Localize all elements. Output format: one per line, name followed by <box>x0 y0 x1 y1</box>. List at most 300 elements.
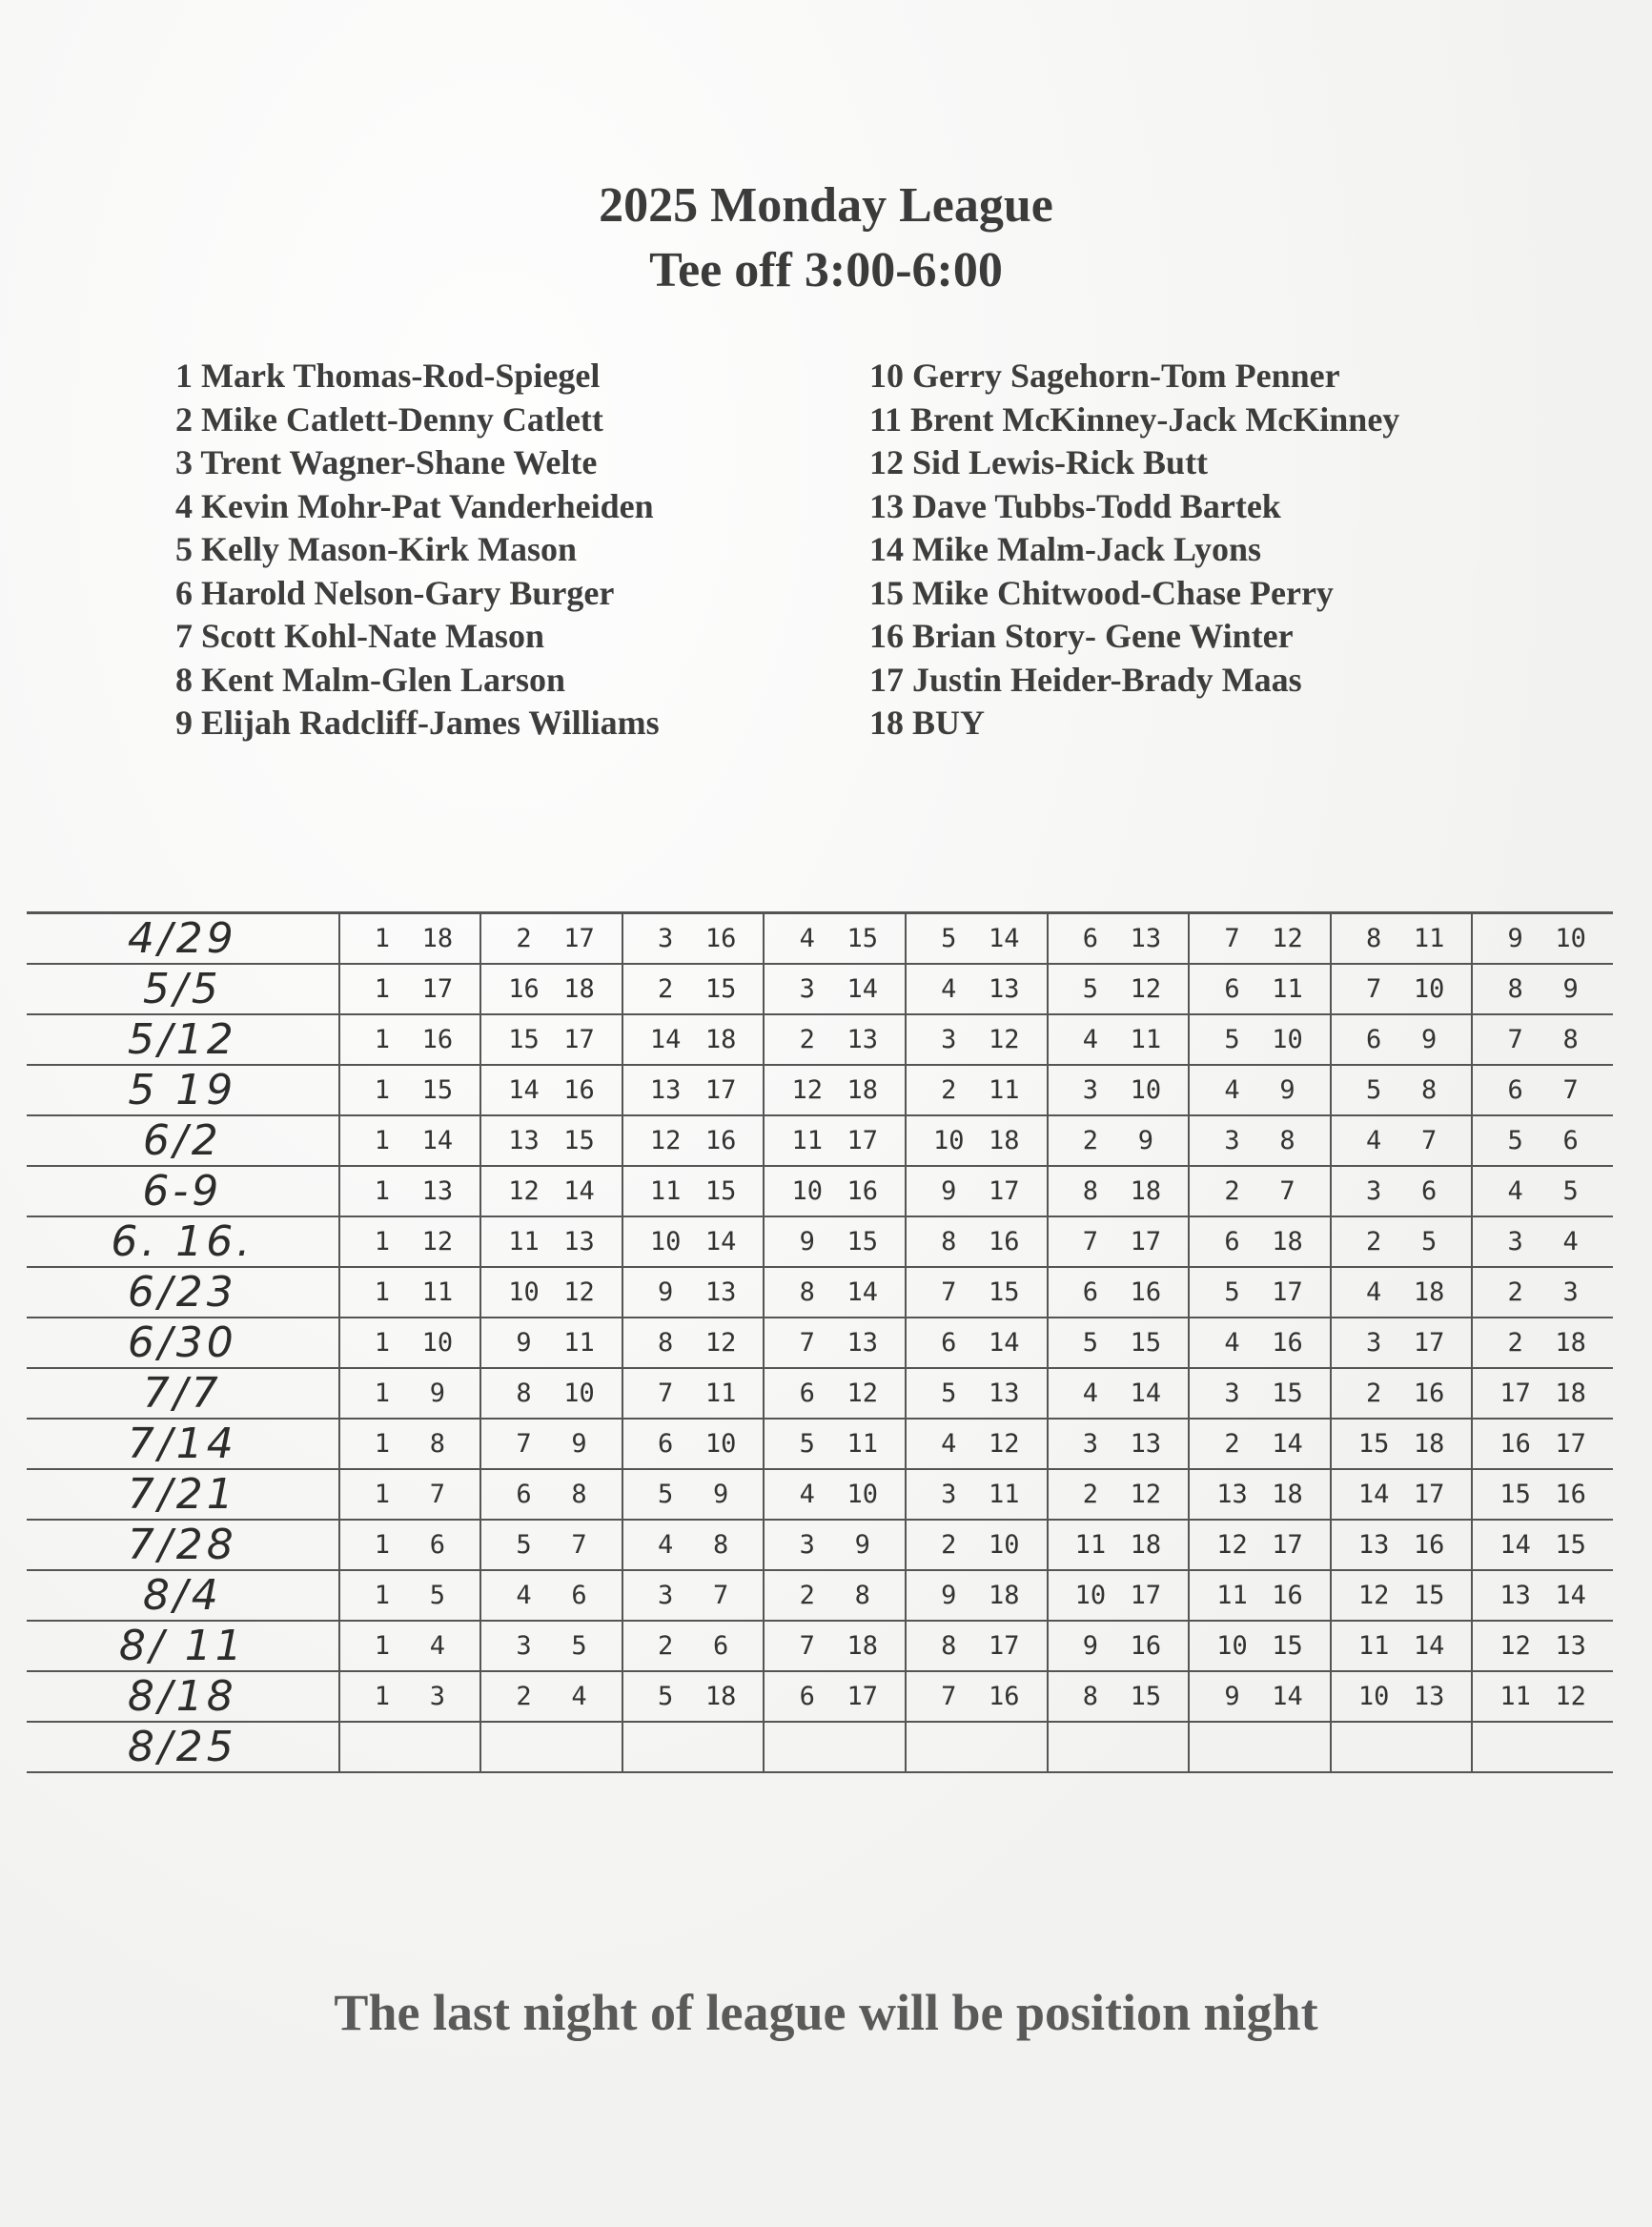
opponent-number: 13 <box>1413 1682 1445 1711</box>
matchup-cell <box>1189 1671 1331 1722</box>
team-number: 6 <box>516 1480 532 1509</box>
matchup-cell <box>1331 1419 1473 1469</box>
opponent-number: 17 <box>1272 1277 1303 1307</box>
opponent-number: 16 <box>563 1075 595 1105</box>
team-number: 7 <box>941 1682 957 1711</box>
opponent-number: 18 <box>421 924 454 953</box>
opponent-number: 18 <box>1272 1227 1303 1257</box>
matchup-cell <box>622 1216 765 1267</box>
team-number: 6 <box>1365 1025 1382 1054</box>
matchup-cell <box>622 1267 765 1318</box>
opponent-number: 18 <box>704 1025 737 1054</box>
opponent-number: 12 <box>1272 924 1303 953</box>
opponent-number: 11 <box>846 1429 878 1459</box>
matchup-cell <box>1189 1166 1331 1216</box>
schedule-row <box>27 1065 1613 1115</box>
week-date: 7/7 <box>27 1368 339 1419</box>
team-number: 12 <box>1216 1530 1248 1560</box>
matchup-cell <box>339 1419 481 1469</box>
schedule-row <box>27 1014 1613 1065</box>
opponent-number: 12 <box>421 1227 454 1257</box>
matchup-cell <box>480 913 622 965</box>
opponent-number: 16 <box>846 1176 878 1206</box>
opponent-number: 14 <box>989 1328 1020 1358</box>
opponent-number: 12 <box>846 1379 878 1408</box>
team-number: 12 <box>1357 1581 1390 1610</box>
team-number: 6 <box>1507 1075 1523 1105</box>
team-number: 2 <box>1082 1480 1099 1509</box>
team-number: 5 <box>941 924 957 953</box>
opponent-number: 10 <box>1413 974 1445 1004</box>
opponent-number: 17 <box>1413 1480 1445 1509</box>
team-number: 15 <box>1499 1480 1531 1509</box>
team-number: 3 <box>1224 1379 1240 1408</box>
opponent-number: 7 <box>1420 1126 1438 1155</box>
team-number: 10 <box>649 1227 682 1257</box>
matchup-cell <box>1189 1419 1331 1469</box>
opponent-number: 17 <box>563 1025 595 1054</box>
schedule-row <box>27 1469 1613 1520</box>
team-number: 1 <box>374 1480 391 1509</box>
matchup-cell <box>1189 964 1331 1014</box>
team-number: 2 <box>941 1530 957 1560</box>
matchup-cell <box>1189 1520 1331 1570</box>
team-entry: 12 Sid Lewis-Rick Butt <box>869 443 1209 481</box>
matchup-cell <box>622 1469 765 1520</box>
opponent-number: 11 <box>989 1075 1020 1105</box>
team-number: 8 <box>941 1227 957 1257</box>
week-date: 5/5 <box>27 964 339 1014</box>
matchup-cell <box>339 1621 481 1671</box>
team-number: 5 <box>657 1480 674 1509</box>
matchup-cell <box>622 1520 765 1570</box>
opponent-number: 8 <box>571 1480 587 1509</box>
matchup-cell <box>764 1368 906 1419</box>
opponent-number: 11 <box>704 1379 737 1408</box>
team-entry: 8 Kent Malm-Glen Larson <box>175 660 565 699</box>
team-number: 4 <box>1224 1075 1240 1105</box>
matchup-cell <box>764 1671 906 1722</box>
team-entry: 7 Scott Kohl-Nate Mason <box>175 617 544 655</box>
matchup-cell <box>1189 1014 1331 1065</box>
team-number: 11 <box>1216 1581 1248 1610</box>
opponent-number: 8 <box>1420 1075 1438 1105</box>
matchup-cell <box>1048 1065 1190 1115</box>
matchup-cell <box>1189 913 1331 965</box>
matchup-cell <box>480 1520 622 1570</box>
team-number: 1 <box>374 1682 391 1711</box>
opponent-number: 17 <box>1272 1530 1303 1560</box>
opponent-number: 10 <box>563 1379 595 1408</box>
team-number: 2 <box>1224 1429 1240 1459</box>
matchup-cell <box>480 1267 622 1318</box>
team-number: 4 <box>1082 1025 1099 1054</box>
opponent-number: 3 <box>429 1682 446 1711</box>
team-number: 6 <box>1224 974 1240 1004</box>
matchup-cell <box>480 964 622 1014</box>
opponent-number: 17 <box>704 1075 737 1105</box>
matchup-cell <box>622 964 765 1014</box>
matchup-cell <box>1331 1368 1473 1419</box>
opponent-number: 13 <box>989 974 1020 1004</box>
team-number: 5 <box>657 1682 674 1711</box>
opponent-number: 16 <box>1413 1530 1445 1560</box>
opponent-number: 14 <box>421 1126 454 1155</box>
team-number: 7 <box>657 1379 674 1408</box>
opponent-number: 18 <box>1130 1176 1162 1206</box>
team-number: 14 <box>508 1075 540 1105</box>
matchup-cell <box>906 1166 1048 1216</box>
team-number: 1 <box>374 1075 391 1105</box>
opponent-number: 6 <box>1562 1126 1579 1155</box>
matchup-cell <box>764 1267 906 1318</box>
team-number: 5 <box>516 1530 532 1560</box>
team-number: 4 <box>657 1530 674 1560</box>
opponent-number: 12 <box>1130 1480 1162 1509</box>
matchup-cell <box>480 1014 622 1065</box>
matchup-cell <box>622 1318 765 1368</box>
team-number: 8 <box>1082 1176 1099 1206</box>
team-number: 2 <box>516 1682 532 1711</box>
matchup-cell <box>622 1065 765 1115</box>
team-number: 10 <box>1216 1631 1248 1661</box>
team-number: 11 <box>649 1176 682 1206</box>
team-number: 3 <box>1082 1429 1099 1459</box>
opponent-number: 14 <box>704 1227 737 1257</box>
team-number: 7 <box>799 1631 815 1661</box>
matchup-cell <box>764 1469 906 1520</box>
team-entry: 15 Mike Chitwood-Chase Perry <box>869 573 1334 612</box>
opponent-number: 7 <box>1279 1176 1295 1206</box>
matchup-cell <box>1331 1166 1473 1216</box>
team-number: 1 <box>374 1379 391 1408</box>
matchup-cell <box>480 1115 622 1166</box>
schedule-row <box>27 1570 1613 1621</box>
team-entry: 14 Mike Malm-Jack Lyons <box>869 530 1261 568</box>
matchup-cell <box>339 1570 481 1621</box>
team-number: 1 <box>374 1429 391 1459</box>
matchup-cell <box>906 1318 1048 1368</box>
opponent-number: 18 <box>1555 1328 1586 1358</box>
team-number: 3 <box>941 1025 957 1054</box>
matchup-cell <box>622 1166 765 1216</box>
team-number: 1 <box>374 1277 391 1307</box>
team-number: 1 <box>374 1631 391 1661</box>
schedule-row <box>27 1621 1613 1671</box>
team-number: 2 <box>1082 1126 1099 1155</box>
opponent-number: 15 <box>563 1126 595 1155</box>
team-number: 5 <box>1507 1126 1523 1155</box>
team-number: 9 <box>657 1277 674 1307</box>
matchup-cell <box>480 1216 622 1267</box>
matchup-cell <box>339 1166 481 1216</box>
team-number: 4 <box>516 1581 532 1610</box>
matchup-cell <box>1472 1014 1613 1065</box>
schedule-row <box>27 964 1613 1014</box>
matchup-cell <box>339 1469 481 1520</box>
team-entry: 10 Gerry Sagehorn-Tom Penner <box>869 357 1340 395</box>
matchup-cell <box>1189 1469 1331 1520</box>
matchup-cell <box>339 1520 481 1570</box>
matchup-cell <box>764 1166 906 1216</box>
team-number: 2 <box>657 974 674 1004</box>
schedule-row <box>27 1671 1613 1722</box>
matchup-cell <box>906 1419 1048 1469</box>
opponent-number: 8 <box>1562 1025 1579 1054</box>
matchup-cell <box>1331 1570 1473 1621</box>
opponent-number: 18 <box>1272 1480 1303 1509</box>
matchup-cell <box>339 913 481 965</box>
week-date: 6-9 <box>27 1166 339 1216</box>
team-number: 8 <box>799 1277 815 1307</box>
team-entry: 17 Justin Heider-Brady Maas <box>869 660 1302 699</box>
week-date: 4/29 <box>27 913 339 965</box>
team-number: 6 <box>1224 1227 1240 1257</box>
opponent-number: 15 <box>704 974 737 1004</box>
team-number: 2 <box>1224 1176 1240 1206</box>
team-entry: 18 BUY <box>869 704 986 742</box>
team-number: 16 <box>508 974 540 1004</box>
opponent-number: 14 <box>846 1277 878 1307</box>
team-number: 12 <box>791 1075 823 1105</box>
matchup-cell <box>1048 913 1190 965</box>
team-number: 6 <box>799 1379 815 1408</box>
matchup-cell <box>480 1621 622 1671</box>
matchup-cell <box>1331 1469 1473 1520</box>
schedule-row <box>27 1115 1613 1166</box>
opponent-number: 15 <box>1272 1631 1303 1661</box>
matchup-cell <box>1189 1115 1331 1166</box>
opponent-number: 15 <box>846 924 878 953</box>
team-number: 13 <box>1216 1480 1248 1509</box>
schedule-row <box>27 1166 1613 1216</box>
team-number: 4 <box>799 924 815 953</box>
opponent-number: 17 <box>563 924 595 953</box>
opponent-number: 17 <box>421 974 454 1004</box>
opponent-number: 11 <box>1413 924 1445 953</box>
opponent-number: 17 <box>1130 1581 1162 1610</box>
team-number: 10 <box>933 1126 965 1155</box>
team-number: 7 <box>1507 1025 1523 1054</box>
opponent-number: 16 <box>1130 1277 1162 1307</box>
team-number: 4 <box>1365 1277 1382 1307</box>
opponent-number: 17 <box>989 1631 1020 1661</box>
team-number: 1 <box>374 924 391 953</box>
matchup-cell <box>764 1115 906 1166</box>
opponent-number: 17 <box>846 1126 878 1155</box>
week-date: 7/14 <box>27 1419 339 1469</box>
team-number: 12 <box>508 1176 540 1206</box>
team-number: 5 <box>1365 1075 1382 1105</box>
opponent-number: 18 <box>704 1682 737 1711</box>
opponent-number: 18 <box>1555 1379 1586 1408</box>
matchup-cell <box>1048 1520 1190 1570</box>
opponent-number: 14 <box>846 974 878 1004</box>
matchup-cell <box>622 1014 765 1065</box>
matchup-cell <box>764 1318 906 1368</box>
opponent-number: 7 <box>712 1581 729 1610</box>
opponent-number: 13 <box>989 1379 1020 1408</box>
opponent-number: 4 <box>571 1682 587 1711</box>
opponent-number: 17 <box>989 1176 1020 1206</box>
matchup-cell <box>1331 1115 1473 1166</box>
opponent-number: 11 <box>989 1480 1020 1509</box>
matchup-cell <box>1048 1722 1190 1772</box>
matchup-cell <box>906 1469 1048 1520</box>
week-date: 7/21 <box>27 1469 339 1520</box>
opponent-number: 14 <box>563 1176 595 1206</box>
opponent-number: 16 <box>1272 1581 1303 1610</box>
matchup-cell <box>339 1216 481 1267</box>
opponent-number: 10 <box>989 1530 1020 1560</box>
matchup-cell <box>1472 1267 1613 1318</box>
team-number: 7 <box>1224 924 1240 953</box>
matchup-cell <box>1189 1267 1331 1318</box>
matchup-cell <box>906 1216 1048 1267</box>
team-entry: 13 Dave Tubbs-Todd Bartek <box>869 486 1281 525</box>
team-number: 4 <box>1082 1379 1099 1408</box>
matchup-cell <box>906 1671 1048 1722</box>
team-number: 6 <box>1082 1277 1099 1307</box>
schedule-row <box>27 1419 1613 1469</box>
matchup-cell <box>1472 964 1613 1014</box>
opponent-number: 5 <box>1562 1176 1579 1206</box>
opponent-number: 4 <box>1562 1227 1579 1257</box>
opponent-number: 6 <box>1420 1176 1438 1206</box>
opponent-number: 12 <box>563 1277 595 1307</box>
matchup-cell <box>622 1419 765 1469</box>
team-number: 2 <box>516 924 532 953</box>
matchup-cell <box>906 964 1048 1014</box>
team-number: 4 <box>941 1429 957 1459</box>
matchup-cell <box>906 1368 1048 1419</box>
matchup-cell <box>1472 1115 1613 1166</box>
team-number: 9 <box>1507 924 1523 953</box>
team-number: 2 <box>657 1631 674 1661</box>
team-number: 1 <box>374 1227 391 1257</box>
opponent-number: 9 <box>854 1530 870 1560</box>
team-number: 4 <box>1507 1176 1523 1206</box>
team-number: 12 <box>649 1126 682 1155</box>
opponent-number: 11 <box>563 1328 595 1358</box>
team-number: 3 <box>941 1480 957 1509</box>
team-number: 8 <box>1507 974 1523 1004</box>
team-number: 3 <box>657 924 674 953</box>
team-number: 14 <box>1357 1480 1390 1509</box>
team-number: 13 <box>508 1126 540 1155</box>
opponent-number: 10 <box>1130 1075 1162 1105</box>
team-entry: 4 Kevin Mohr-Pat Vanderheiden <box>175 486 654 525</box>
opponent-number: 13 <box>846 1328 878 1358</box>
team-number: 9 <box>516 1328 532 1358</box>
opponent-number: 7 <box>571 1530 587 1560</box>
matchup-cell <box>1331 1216 1473 1267</box>
opponent-number: 13 <box>1130 924 1162 953</box>
team-number: 9 <box>1224 1682 1240 1711</box>
opponent-number: 18 <box>846 1075 878 1105</box>
team-number: 7 <box>941 1277 957 1307</box>
matchup-cell <box>1472 1722 1613 1772</box>
matchup-cell <box>622 1115 765 1166</box>
opponent-number: 15 <box>1555 1530 1586 1560</box>
opponent-number: 15 <box>1130 1328 1162 1358</box>
team-number: 3 <box>1365 1328 1382 1358</box>
matchup-cell <box>906 1065 1048 1115</box>
team-number: 13 <box>649 1075 682 1105</box>
opponent-number: 14 <box>989 924 1020 953</box>
matchup-cell <box>906 913 1048 965</box>
opponent-number: 10 <box>421 1328 454 1358</box>
opponent-number: 16 <box>1272 1328 1303 1358</box>
opponent-number: 10 <box>1272 1025 1303 1054</box>
team-number: 8 <box>941 1631 957 1661</box>
opponent-number: 12 <box>704 1328 737 1358</box>
team-number: 2 <box>1365 1227 1382 1257</box>
team-number: 1 <box>374 1530 391 1560</box>
opponent-number: 17 <box>1555 1429 1586 1459</box>
matchup-cell <box>906 1014 1048 1065</box>
opponent-number: 8 <box>1279 1126 1295 1155</box>
opponent-number: 18 <box>989 1581 1020 1610</box>
opponent-number: 9 <box>1137 1126 1154 1155</box>
matchup-cell <box>480 1671 622 1722</box>
matchup-cell <box>622 1570 765 1621</box>
opponent-number: 8 <box>429 1429 446 1459</box>
matchup-cell <box>480 1469 622 1520</box>
opponent-number: 14 <box>1413 1631 1445 1661</box>
team-entry: 1 Mark Thomas-Rod-Spiegel <box>175 357 601 395</box>
team-number: 5 <box>1224 1277 1240 1307</box>
matchup-cell <box>1048 1368 1190 1419</box>
matchup-cell <box>1472 1368 1613 1419</box>
matchup-cell <box>764 1419 906 1469</box>
team-number: 3 <box>1365 1176 1382 1206</box>
schedule-row <box>27 1216 1613 1267</box>
week-date: 8/18 <box>27 1671 339 1722</box>
matchup-cell <box>1331 913 1473 965</box>
team-number: 3 <box>516 1631 532 1661</box>
opponent-number: 9 <box>712 1480 729 1509</box>
matchup-cell <box>1189 1621 1331 1671</box>
opponent-number: 16 <box>421 1025 454 1054</box>
opponent-number: 3 <box>1562 1277 1579 1307</box>
opponent-number: 7 <box>1562 1075 1579 1105</box>
team-number: 8 <box>657 1328 674 1358</box>
matchup-cell <box>1048 1216 1190 1267</box>
matchup-cell <box>764 913 906 965</box>
week-date: 6/2 <box>27 1115 339 1166</box>
matchup-cell <box>764 1570 906 1621</box>
matchup-cell <box>1472 1621 1613 1671</box>
matchup-cell <box>1189 1368 1331 1419</box>
matchup-cell <box>622 1671 765 1722</box>
team-number: 14 <box>649 1025 682 1054</box>
opponent-number: 16 <box>704 924 737 953</box>
schedule-row <box>27 1368 1613 1419</box>
team-number: 6 <box>941 1328 957 1358</box>
matchup-cell <box>764 1065 906 1115</box>
matchup-cell <box>1472 1671 1613 1722</box>
opponent-number: 15 <box>421 1075 454 1105</box>
opponent-number: 9 <box>429 1379 446 1408</box>
schedule-row <box>27 1318 1613 1368</box>
opponent-number: 10 <box>1555 924 1586 953</box>
opponent-number: 18 <box>1413 1429 1445 1459</box>
team-number: 3 <box>1082 1075 1099 1105</box>
matchup-cell <box>764 1216 906 1267</box>
matchup-cell <box>1048 1469 1190 1520</box>
opponent-number: 9 <box>1562 974 1579 1004</box>
